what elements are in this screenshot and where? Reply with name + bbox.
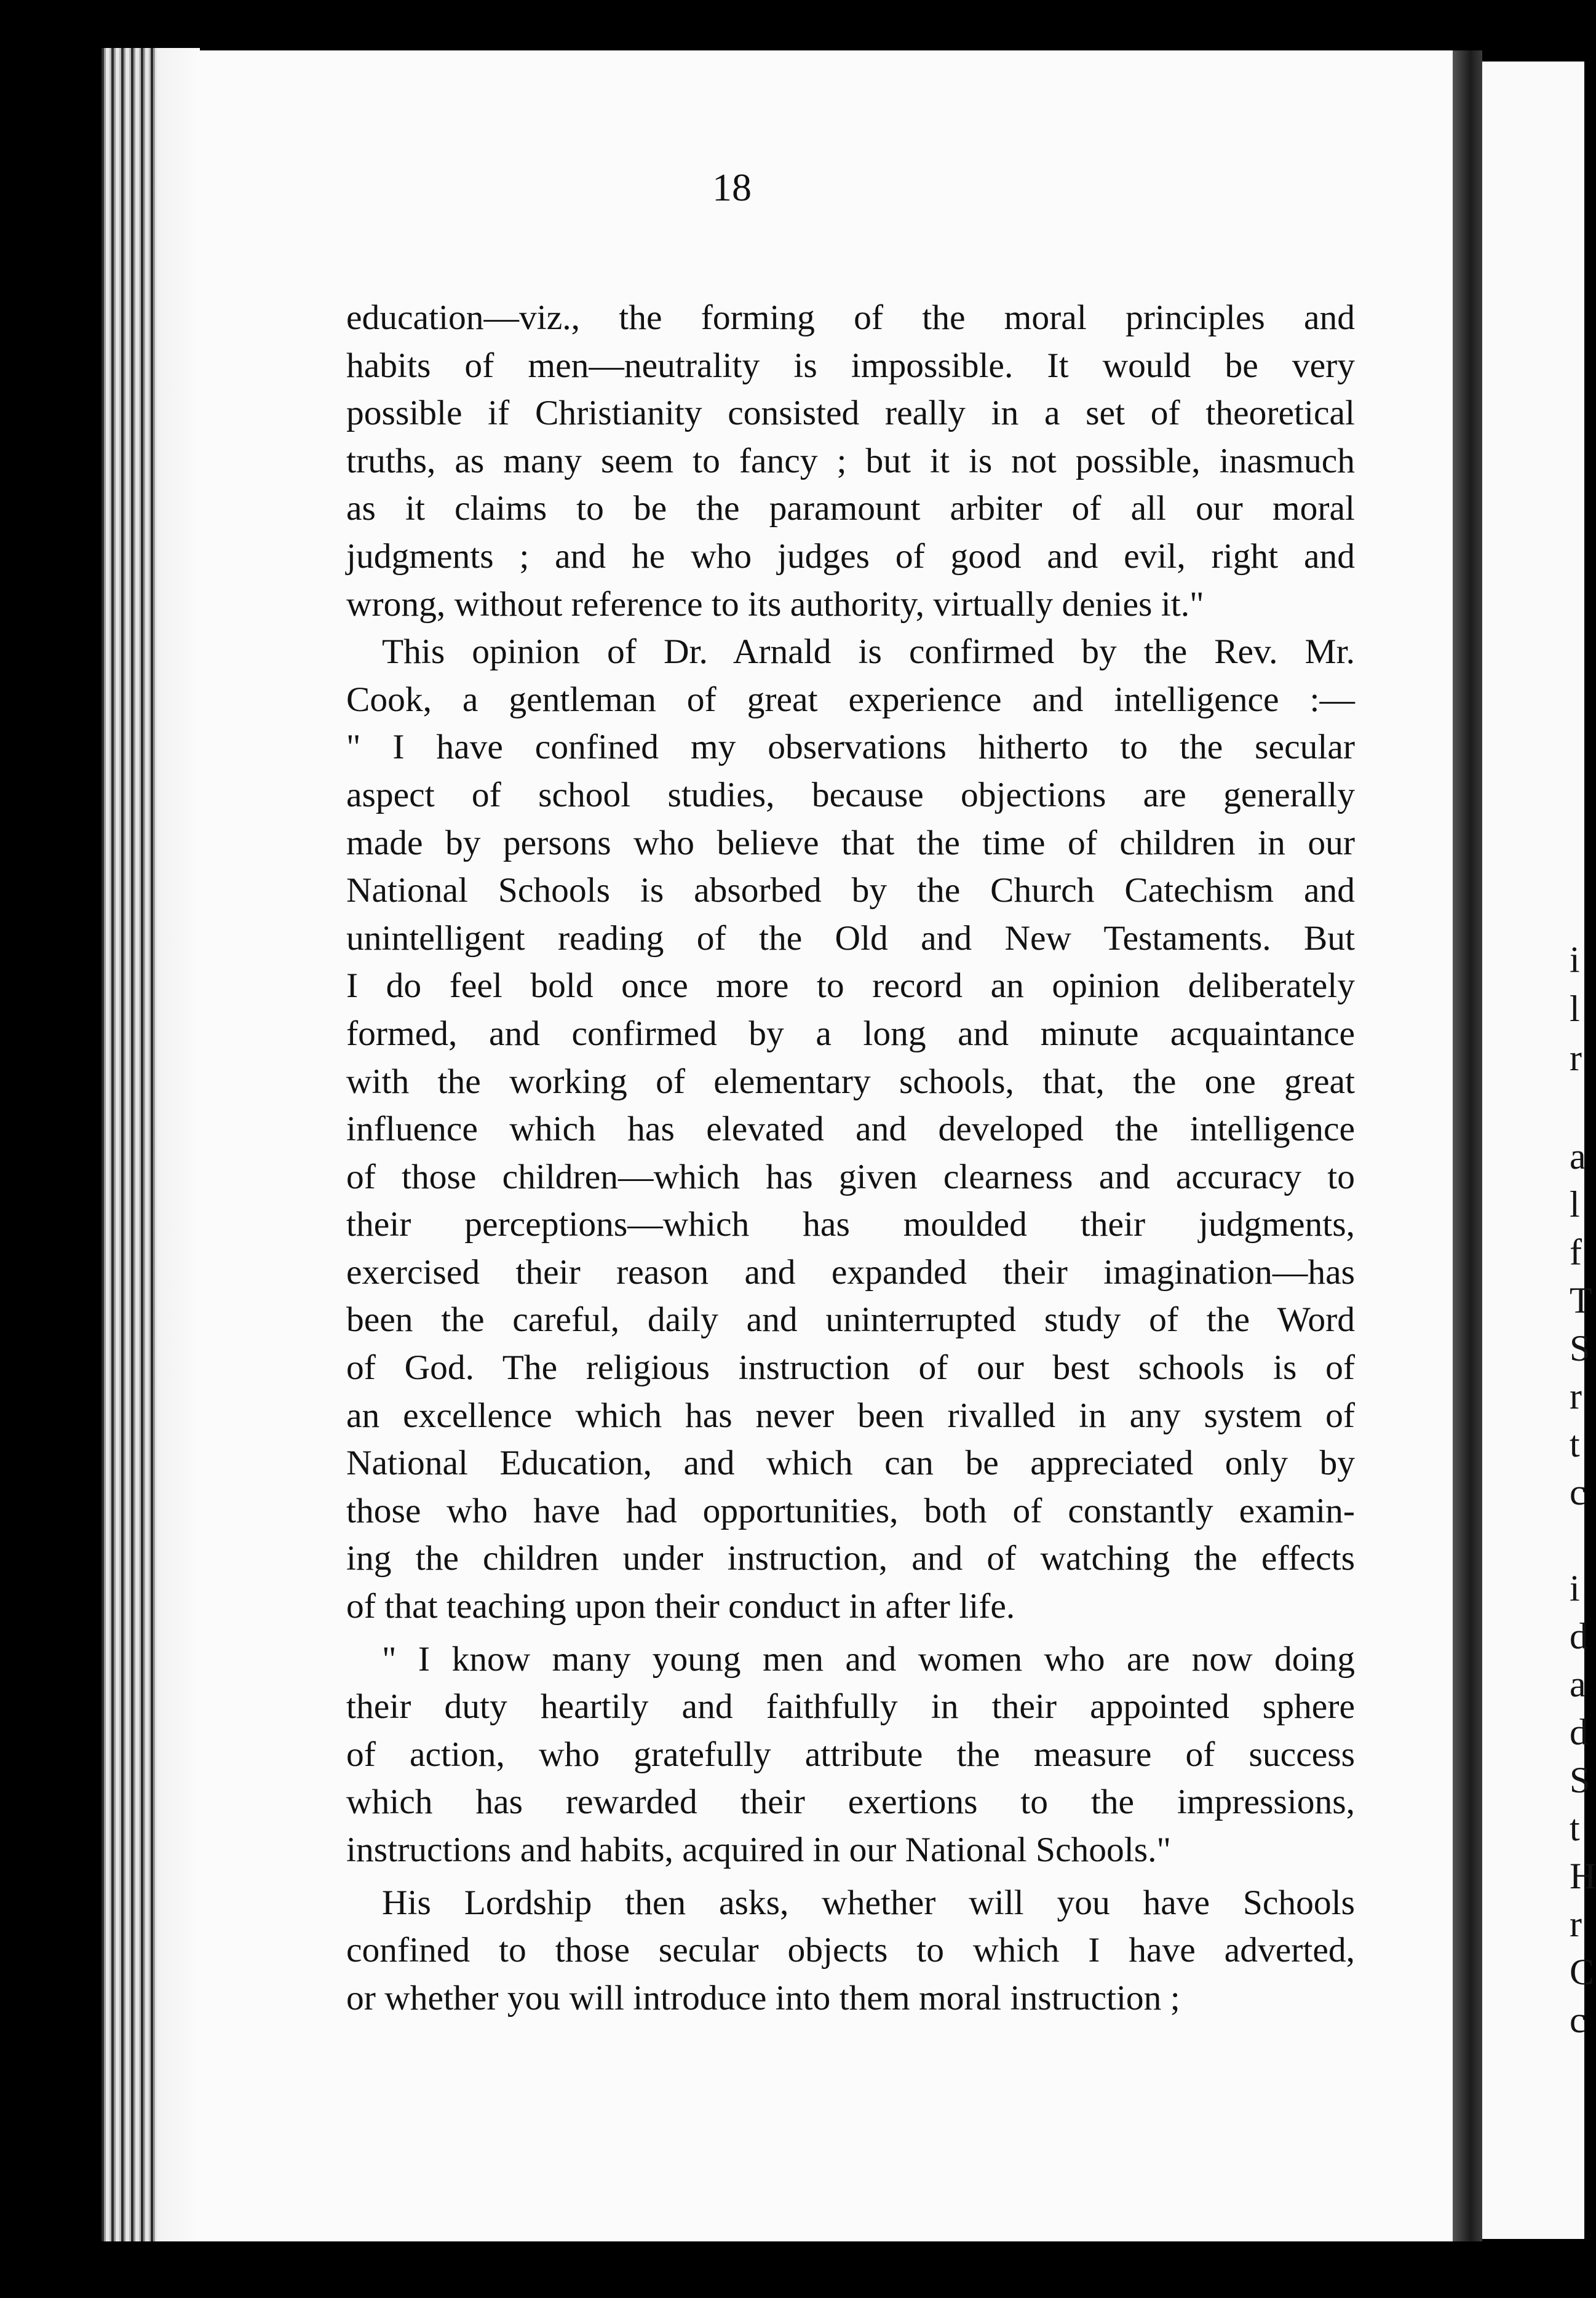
text-line: confined to those secular objects to which I have adverted, [346, 1931, 1355, 1970]
text-line: formed, and confirmed by a long and minute acquaintance [346, 1014, 1355, 1053]
text-line: of God. The religious instruction of our best schools is of [346, 1348, 1355, 1388]
facing-page-letter: S [1570, 1760, 1590, 1800]
facing-page-letter: T [1570, 1280, 1592, 1321]
facing-page-letter: c [1570, 2000, 1586, 2040]
scan-background-top [0, 0, 1584, 49]
text-line: their duty heartily and faithfully in their appointed sphere [346, 1687, 1355, 1727]
text-line: judgments ; and he who judges of good and evil, right and [346, 536, 1355, 576]
text-line: exercised their reason and expanded their imagination—has [346, 1252, 1355, 1292]
text-line: I do feel bold once more to record an opinion deliberately [346, 966, 1355, 1006]
book-spine-shadow [1453, 50, 1482, 2241]
text-line: made by persons who believe that the time of children in our [346, 823, 1355, 862]
text-line: ing the children under instruction, and of watching the effects [346, 1539, 1355, 1578]
facing-page-letter: a [1570, 1664, 1586, 1704]
text-line: which has rewarded their exertions to the impressions, [346, 1783, 1355, 1822]
text-line: His Lordship then asks, whether will you have Schools [382, 1883, 1355, 1922]
text-line: possible if Christianity consisted really in a set of theoretical [346, 394, 1355, 433]
facing-page-letter: c [1570, 1472, 1586, 1513]
text-line: National Schools is absorbed by the Church Catechism and [346, 871, 1355, 910]
text-line: with the working of elementary schools, that, the one great [346, 1062, 1355, 1101]
facing-page-letter: r [1570, 1376, 1582, 1417]
paragraph [346, 1879, 1355, 2022]
text-line: " I have confined my observations hitherto to the secular [346, 728, 1355, 767]
facing-page-letter: i [1570, 1568, 1580, 1608]
text-line: Cook, a gentleman of great experience and intelligence :— [346, 680, 1355, 719]
facing-page-letter: d [1570, 1616, 1588, 1656]
page-number: 18 [712, 165, 752, 209]
facing-page-letter: i [1570, 939, 1580, 980]
text-line: those who have had opportunities, both of constantly examin- [346, 1491, 1355, 1530]
text-line: truths, as many seem to fancy ; but it is not possible, inasmuch [346, 441, 1355, 480]
text-line: of action, who gratefully attribute the measure of success [346, 1735, 1355, 1774]
text-line: habits of men—neutrality is impossible. It would be very [346, 346, 1355, 385]
facing-page-letter: C [1570, 1952, 1595, 1992]
text-line: aspect of school studies, because objections are generally [346, 775, 1355, 814]
text-line: or whether you will introduce into them moral instruction ; [346, 1978, 1180, 2018]
facing-page-letter: t [1570, 1808, 1580, 1848]
text-line: wrong, without reference to its authority, virtually denies it." [346, 584, 1204, 624]
facing-page-letter: t [1570, 1424, 1580, 1465]
text-line: This opinion of Dr. Arnald is confirmed by the Rev. Mr. [382, 632, 1355, 672]
paragraph [346, 628, 1355, 1630]
text-line: education—viz., the forming of the moral principles and [346, 298, 1355, 337]
paragraph [346, 1636, 1355, 1874]
text-line: as it claims to be the paramount arbiter of all our moral [346, 489, 1355, 528]
facing-page-letter: l [1570, 1184, 1580, 1225]
text-line: an excellence which has never been rivalled in any system of [346, 1396, 1355, 1435]
facing-page-letter: a [1570, 1136, 1586, 1177]
paragraph [346, 294, 1355, 628]
book-page-edges [101, 48, 200, 2249]
facing-page-letter: S [1570, 1328, 1590, 1369]
facing-page-letter: r [1570, 1038, 1582, 1078]
facing-page-letter: d [1570, 1712, 1588, 1752]
text-line: of that teaching upon their conduct in after life. [346, 1587, 1015, 1626]
text-line: been the careful, daily and uninterrupted study of the Word [346, 1300, 1355, 1340]
text-line: of those children—which has given clearness and accuracy to [346, 1157, 1355, 1196]
body-text [346, 294, 1355, 2022]
facing-page-letter: l [1570, 988, 1580, 1029]
facing-page-fragment [1482, 62, 1596, 2239]
text-line: their perceptions—which has moulded their judgments, [346, 1205, 1355, 1244]
text-line: National Education, and which can be appreciated only by [346, 1444, 1355, 1483]
scan-background-bottom [0, 2241, 1584, 2298]
facing-page-letter: f [1570, 1232, 1582, 1273]
facing-page-letter: H [1570, 1856, 1596, 1896]
text-line: instructions and habits, acquired in our National Schools." [346, 1831, 1171, 1869]
text-line: " I know many young men and women who are now doing [382, 1639, 1355, 1679]
facing-page-letter: r [1570, 1904, 1582, 1944]
text-line: unintelligent reading of the Old and New Testaments. But [346, 918, 1355, 958]
text-line: influence which has elevated and developed the intelligence [346, 1110, 1355, 1149]
